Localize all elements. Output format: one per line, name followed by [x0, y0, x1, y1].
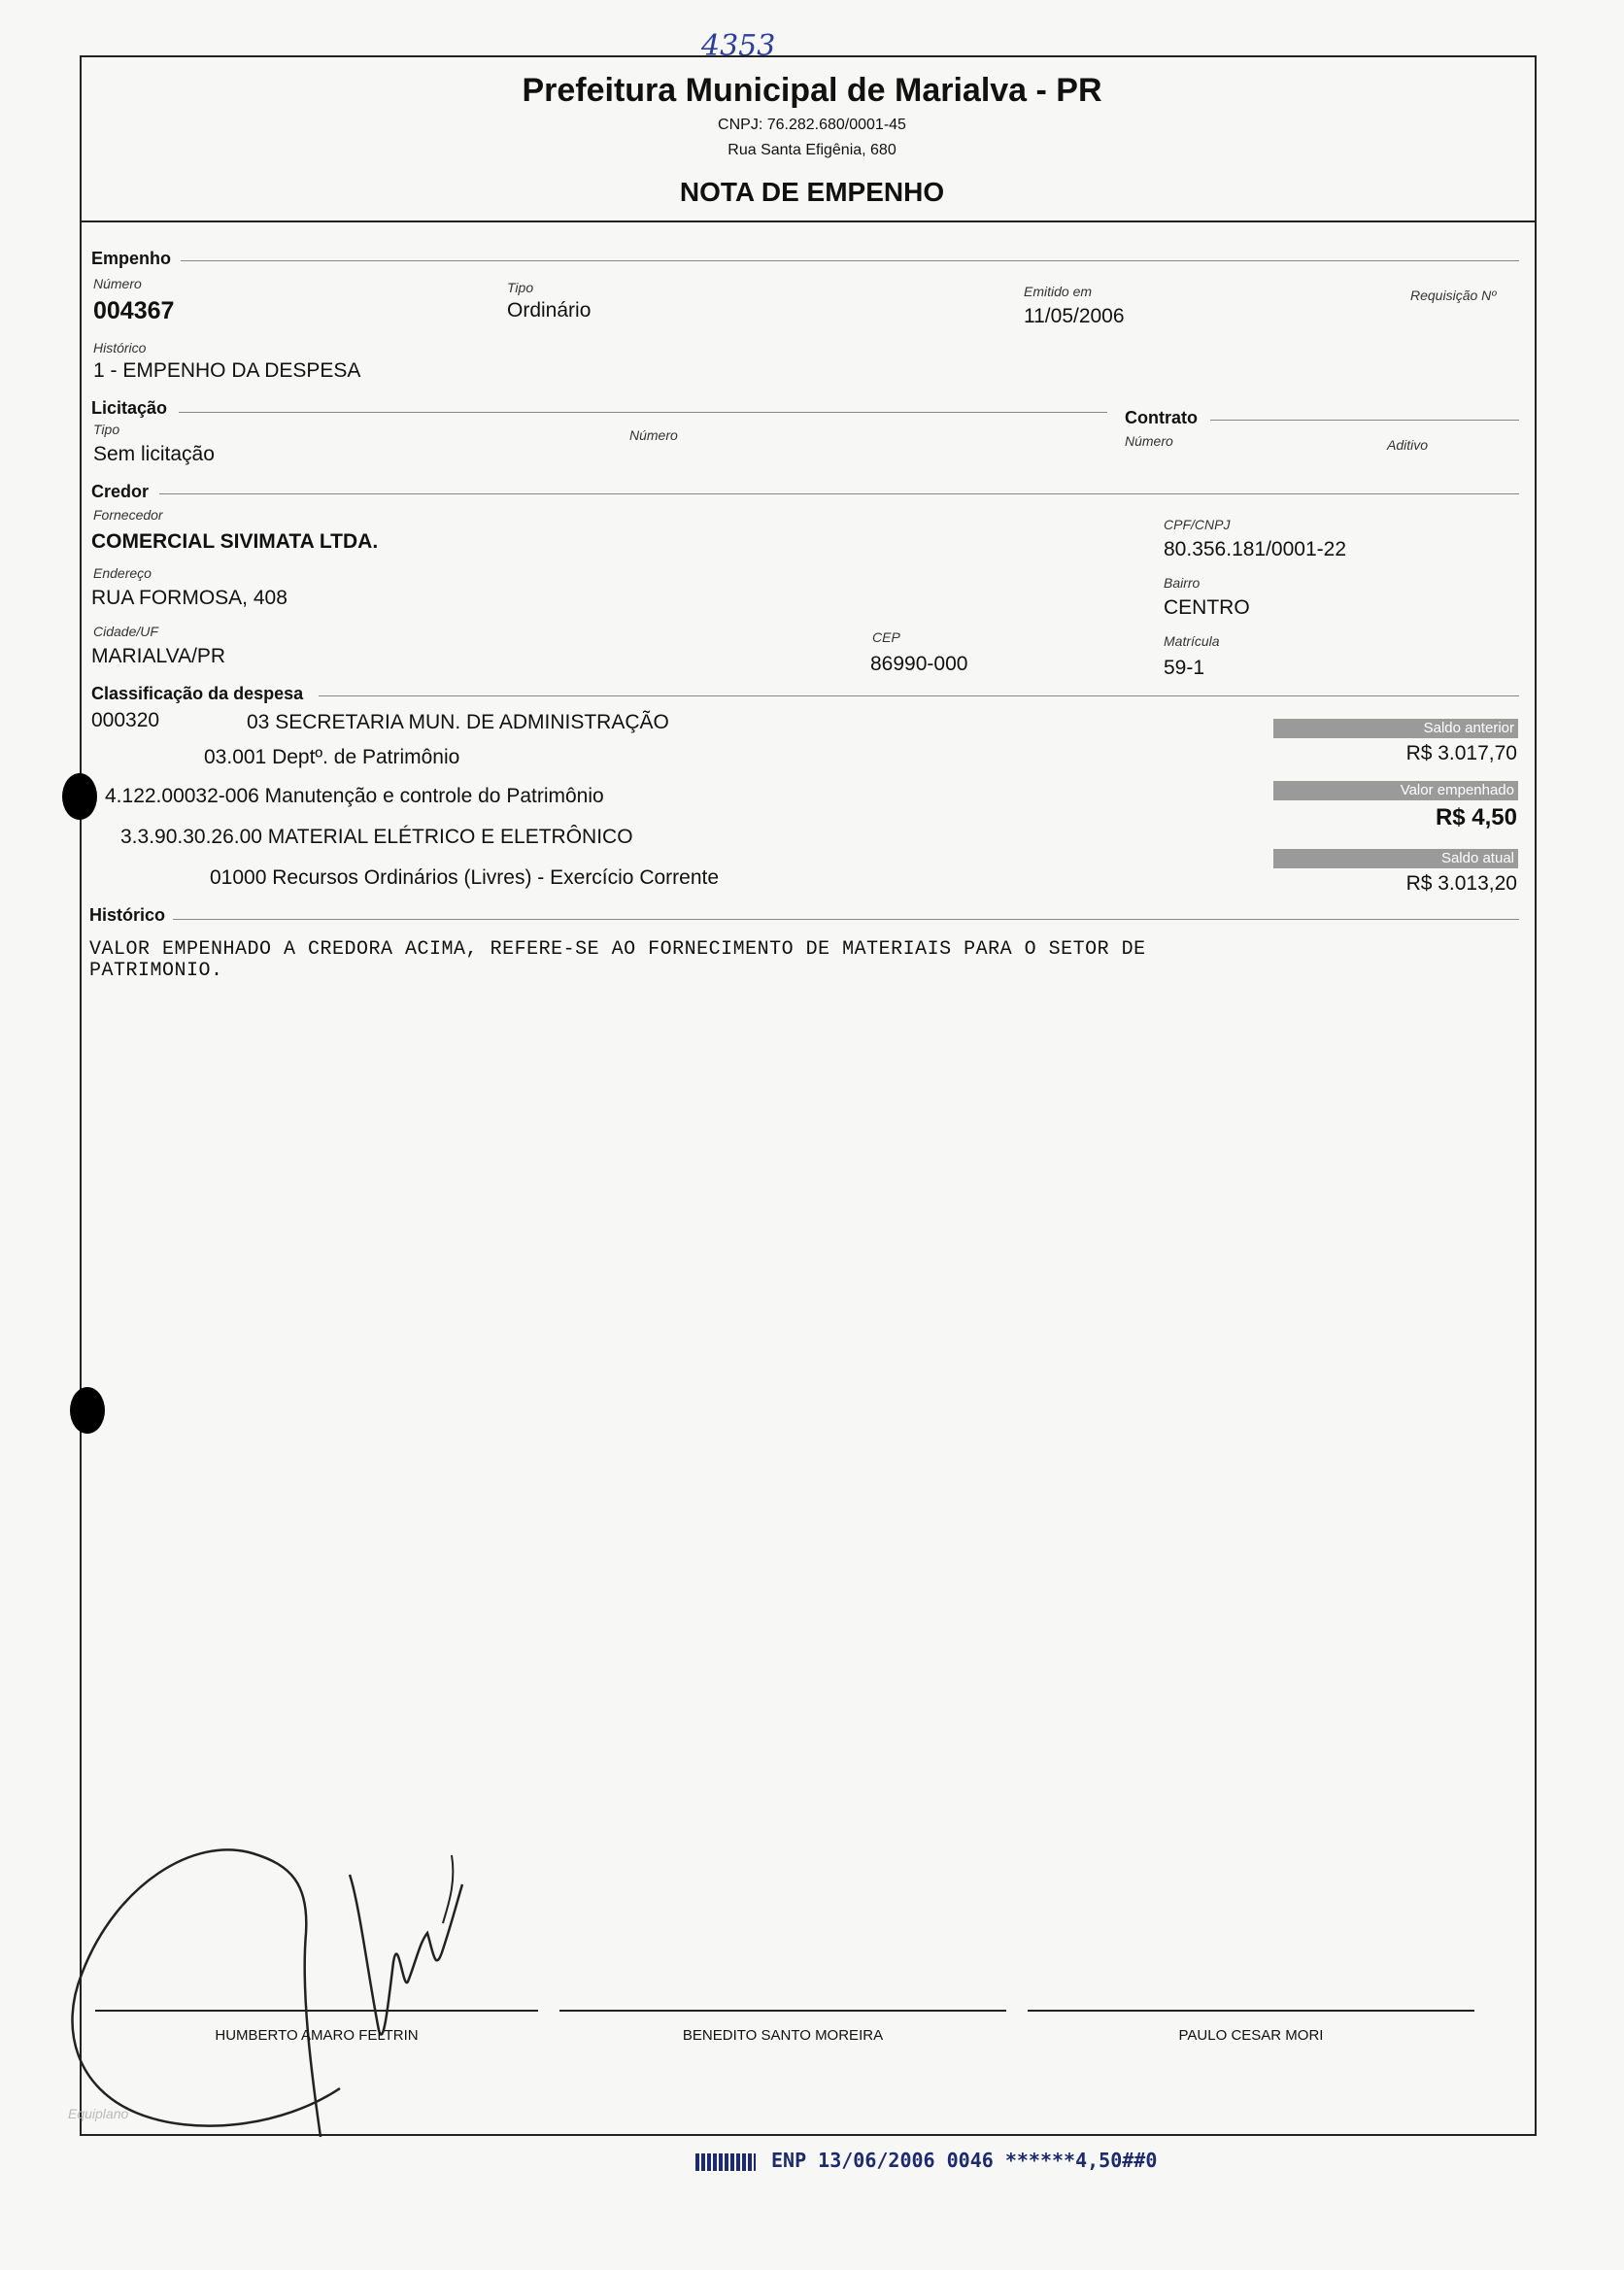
- requisicao-label: Requisição Nº: [1410, 288, 1497, 303]
- emitido-label: Emitido em: [1024, 284, 1093, 299]
- licitacao-tipo: Sem licitação: [93, 443, 215, 465]
- fornecedor-name: COMERCIAL SIVIMATA LTDA.: [91, 530, 379, 553]
- empenho-historico: 1 - EMPENHO DA DESPESA: [93, 359, 361, 382]
- signature-drawing: [58, 1739, 486, 2147]
- footer-code-text: ENP 13/06/2006 0046 ******4,50##0: [771, 2149, 1158, 2172]
- empenho-numero: 004367: [93, 297, 175, 324]
- matricula-label: Matrícula: [1164, 633, 1220, 649]
- matricula-value: 59-1: [1164, 657, 1205, 679]
- fornecedor-label: Fornecedor: [93, 507, 163, 523]
- endereco-label: Endereço: [93, 565, 152, 581]
- section-licitacao: Licitação: [91, 398, 168, 418]
- empenho-historico-label: Histórico: [93, 340, 147, 356]
- cidade-value: MARIALVA/PR: [91, 645, 226, 667]
- contrato-numero-label: Número: [1125, 433, 1173, 449]
- valor-empenhado-label: Valor empenhado: [1273, 781, 1518, 800]
- section-classificacao: Classificação da despesa: [91, 684, 304, 703]
- saldo-anterior-value: R$ 3.017,70: [1405, 742, 1517, 764]
- punch-hole: [62, 773, 97, 820]
- classificacao-code: 000320: [91, 709, 160, 731]
- header-address: Rua Santa Efigênia, 680: [727, 142, 897, 158]
- historico-line1: VALOR EMPENHADO A CREDORA ACIMA, REFERE-SE AO FORNECIMENTO DE MATERIAIS PARA O SETOR DE: [89, 938, 1146, 961]
- classificacao-line5: 01000 Recursos Ordinários (Livres) - Exercício Corrente: [210, 866, 720, 889]
- saldo-anterior-label: Saldo anterior: [1273, 719, 1518, 738]
- licitacao-numero-label: Número: [629, 427, 678, 443]
- signature-name-3: PAULO CESAR MORI: [1178, 2027, 1324, 2044]
- cpf-label: CPF/CNPJ: [1164, 517, 1231, 532]
- cep-label: CEP: [872, 629, 900, 645]
- signature-line-2: [559, 2010, 1006, 2012]
- signature-name-1: HUMBERTO AMARO FELTRIN: [215, 2027, 419, 2044]
- section-credor: Credor: [91, 482, 150, 501]
- saldo-atual-value: R$ 3.013,20: [1405, 872, 1517, 895]
- section-rule: [173, 919, 1519, 920]
- classificacao-line4: 3.3.90.30.26.00 MATERIAL ELÉTRICO E ELETRÔNICO: [120, 826, 633, 848]
- empenho-tipo: Ordinário: [507, 299, 592, 322]
- section-contrato: Contrato: [1125, 408, 1198, 427]
- signature-line-1: [95, 2010, 538, 2012]
- section-rule: [319, 695, 1519, 696]
- barcode-mark-icon: [695, 2153, 756, 2171]
- handwritten-number: 4353: [701, 29, 776, 63]
- cep-value: 86990-000: [870, 653, 968, 675]
- valor-empenhado-value: R$ 4,50: [1435, 804, 1517, 830]
- historico-line2: PATRIMONIO.: [89, 960, 223, 982]
- section-rule: [179, 412, 1107, 413]
- header-divider: [80, 220, 1535, 222]
- empenho-numero-label: Número: [93, 276, 142, 291]
- section-rule: [159, 493, 1519, 494]
- cidade-label: Cidade/UF: [93, 624, 158, 639]
- section-rule: [181, 260, 1519, 261]
- endereco-value: RUA FORMOSA, 408: [91, 587, 288, 609]
- page-title: Prefeitura Municipal de Marialva - PR: [522, 72, 1102, 109]
- classificacao-line2: 03.001 Deptº. de Patrimônio: [204, 746, 460, 768]
- footer-authentication-code: [695, 2149, 1157, 2172]
- section-empenho: Empenho: [91, 249, 172, 268]
- classificacao-line3: 4.122.00032-006 Manutenção e controle do Patrimônio: [105, 785, 604, 807]
- saldo-atual-label: Saldo atual: [1273, 849, 1518, 868]
- section-rule: [1210, 420, 1519, 421]
- section-historico: Histórico: [89, 905, 166, 925]
- header-cnpj: CNPJ: 76.282.680/0001-45: [718, 117, 906, 133]
- licitacao-tipo-label: Tipo: [93, 422, 120, 437]
- bairro-label: Bairro: [1164, 575, 1201, 591]
- cpf-value: 80.356.181/0001-22: [1164, 538, 1347, 560]
- emitido-date: 11/05/2006: [1024, 305, 1125, 327]
- bairro-value: CENTRO: [1164, 596, 1250, 619]
- document-title: NOTA DE EMPENHO: [679, 177, 945, 207]
- signature-line-3: [1028, 2010, 1474, 2012]
- empenho-tipo-label: Tipo: [507, 280, 534, 295]
- signature-name-2: BENEDITO SANTO MOREIRA: [682, 2027, 884, 2044]
- classificacao-line1: 03 SECRETARIA MUN. DE ADMINISTRAÇÃO: [247, 711, 669, 733]
- contrato-aditivo-label: Aditivo: [1387, 437, 1429, 453]
- punch-hole: [70, 1387, 105, 1434]
- software-brand: Equiplano: [68, 2106, 129, 2121]
